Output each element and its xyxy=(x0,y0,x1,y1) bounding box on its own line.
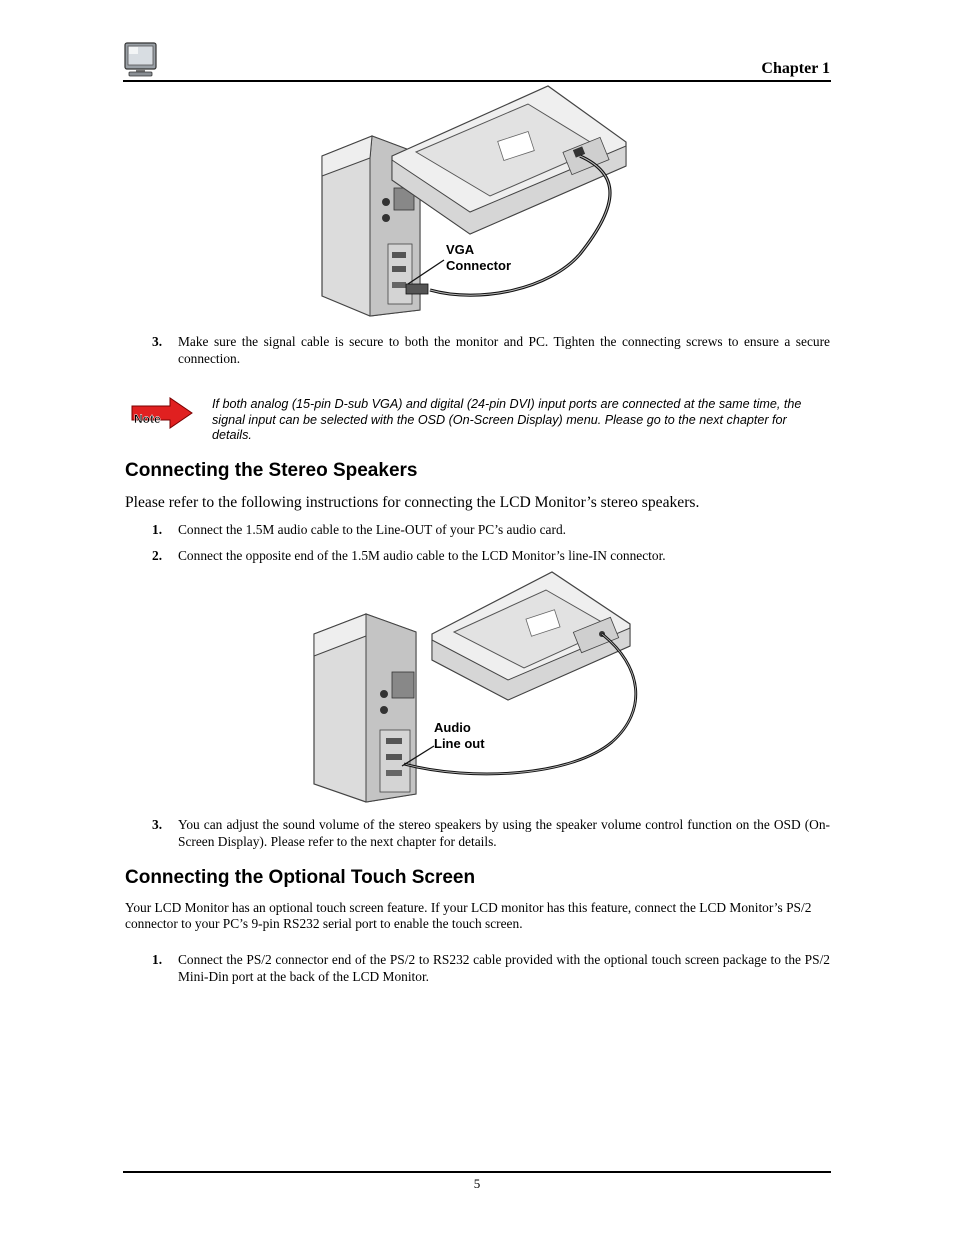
vga-label-line1: VGA xyxy=(446,242,475,257)
step-text: You can adjust the sound volume of the stereo speakers by using the speaker volume control function on the OSD (On-Screen Display). Please refer to the next chapter for details. xyxy=(178,817,830,849)
touch-step-1 xyxy=(152,951,830,985)
speakers-step-2 xyxy=(152,547,830,564)
header-rule xyxy=(123,80,831,82)
step-number: 3. xyxy=(152,817,163,832)
touch-heading: Connecting the Optional Touch Screen xyxy=(125,867,476,888)
speakers-step-1 xyxy=(152,521,830,538)
audio-label-line1: Audio xyxy=(434,720,471,735)
step-number: 1. xyxy=(152,522,163,537)
step-text: Make sure the signal cable is secure to both the monitor and PC. Tighten the connecting screws to ensure a secure connection. xyxy=(178,334,830,366)
vga-label-line2: Connector xyxy=(446,258,511,273)
step-number: 2. xyxy=(152,548,163,563)
audio-label-line2: Line out xyxy=(434,736,485,751)
step-text: Connect the PS/2 connector end of the PS/2 to RS232 cable provided with the optional touch screen package to the PS/2 Mini-Din port at the back of the LCD Monitor. xyxy=(178,952,830,984)
speakers-step-3 xyxy=(152,816,830,850)
note-arrow-icon xyxy=(130,396,194,430)
chapter-label: Chapter 1 xyxy=(761,60,830,77)
page-number: 5 xyxy=(473,1176,481,1191)
speakers-intro: Please refer to the following instructions for connecting the LCD Monitor’s stereo speakers. xyxy=(125,494,700,511)
note-text: If both analog (15-pin D-sub VGA) and digital (24-pin DVI) input ports are connected at the same time, the signal input can be selected with the OSD (On-Screen Display) menu. Please go to the next chapter for details. xyxy=(212,397,802,442)
monitor-icon xyxy=(123,42,159,78)
step-3-secure-cable xyxy=(152,333,830,367)
step-text: Connect the opposite end of the 1.5M audio cable to the LCD Monitor’s line-IN connector. xyxy=(178,548,666,563)
step-number: 3. xyxy=(152,334,163,349)
step-number: 1. xyxy=(152,952,163,967)
audio-connection-figure xyxy=(312,570,642,806)
footer-rule xyxy=(123,1171,831,1173)
note-label: Note xyxy=(134,412,161,426)
touch-intro: Your LCD Monitor has an optional touch screen feature. If your LCD monitor has this feature, connect the LCD Monitor’s PS/2 connector to your PC’s 9-pin RS232 serial port to enable the touch screen. xyxy=(125,900,812,931)
speakers-heading: Connecting the Stereo Speakers xyxy=(125,460,418,481)
vga-connection-figure xyxy=(320,84,632,320)
step-text: Connect the 1.5M audio cable to the Line-OUT of your PC’s audio card. xyxy=(178,522,566,537)
